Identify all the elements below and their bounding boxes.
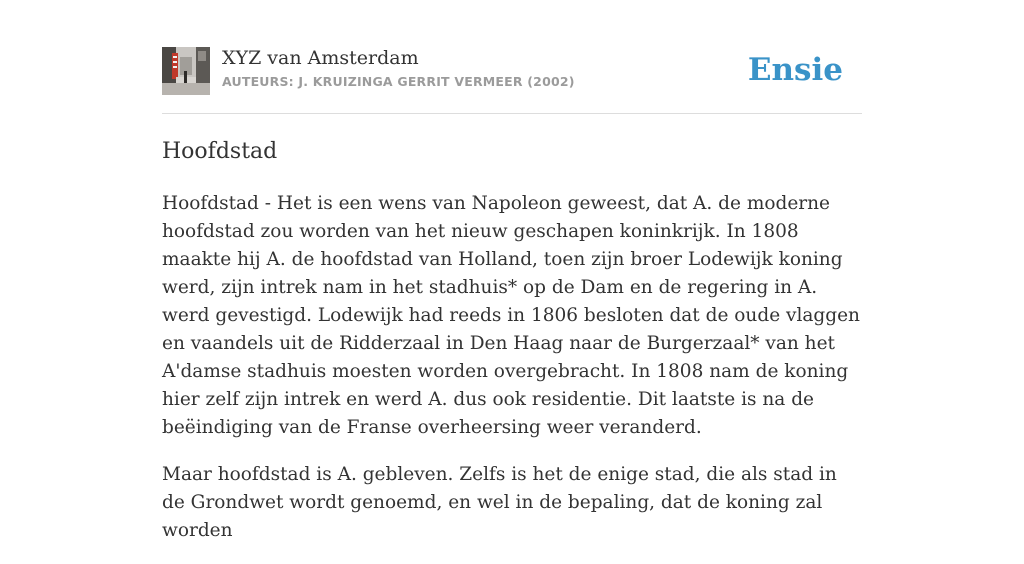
brand-logo[interactable]: Ensie xyxy=(747,52,843,88)
article-title: Hoofdstad xyxy=(162,139,278,164)
paragraph: Maar hoofdstad is A. gebleven. Zelfs is het de enige stad, die als stad in de Grondwet wordt genoemd, en wel in de bepaling, dat de koning zal worden xyxy=(162,464,837,541)
book-title[interactable]: XYZ van Amsterdam xyxy=(222,47,419,69)
authors-line: AUTEURS: J. KRUIZINGA GERRIT VERMEER (2002) xyxy=(222,74,575,89)
article-body xyxy=(162,190,862,564)
header-divider xyxy=(162,113,862,114)
paragraph: Hoofdstad - Het is een wens van Napoleon geweest, dat A. de moderne hoofdstad zou worden van het nieuw geschapen koninkrijk. In 1808 maakte hij A. de hoofdstad van Holland, toen zijn broer Lodewijk koning werd, zijn intrek nam in het stadhuis* op de Dam en de regering in A. werd gevestigd. Lodewijk had reeds in 1806 besloten dat de oude vlaggen en vaandels uit de Ridderzaal in Den Haag naar de Burgerzaal* van het A'damse stadhuis moesten worden overgebracht. In 1808 nam de koning hier zelf zijn intrek en werd A. dus ook residentie. Dit laatste is na de beëindiging van de Franse overheersing weer veranderd. xyxy=(162,193,860,438)
cover-photo-icon xyxy=(162,47,210,95)
header xyxy=(162,46,862,96)
book-cover-avatar[interactable] xyxy=(162,47,210,95)
